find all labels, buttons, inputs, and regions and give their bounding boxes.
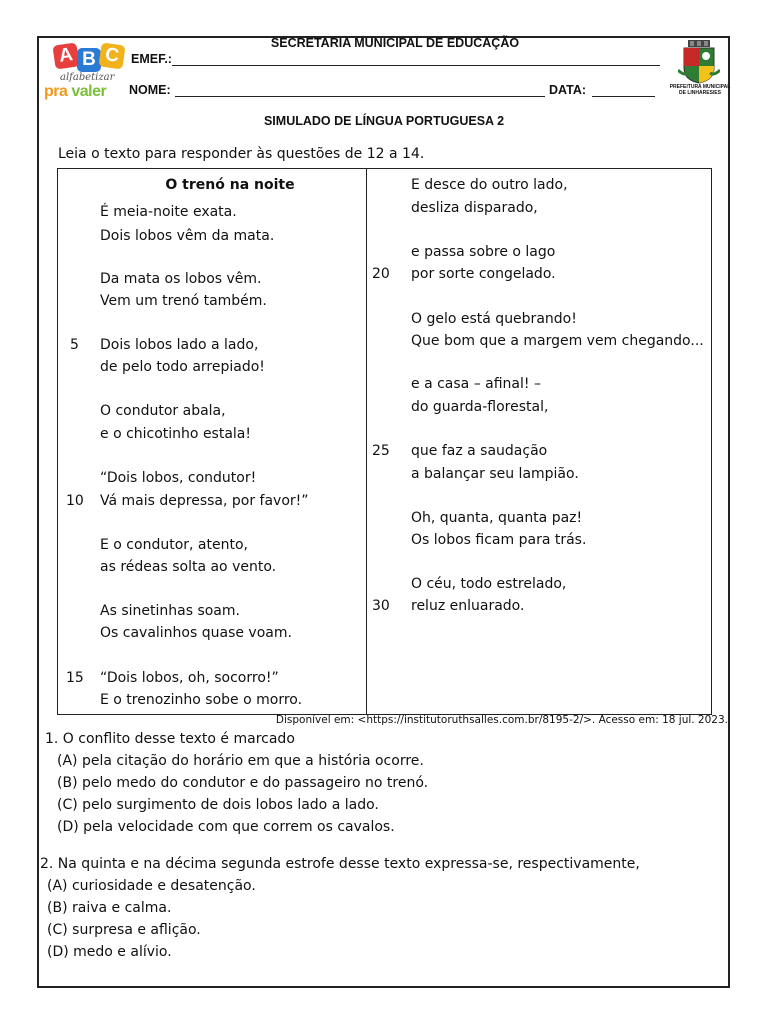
line-number: 15 [66,670,84,686]
logo-brand [44,83,106,101]
poem-line: O gelo está quebrando! [411,311,577,327]
poem-line: É meia-noite exata. [100,204,237,220]
line-number: 20 [372,266,390,282]
question-1-option-b[interactable]: (B) pelo medo do condutor e do passageiro no trenó. [57,775,429,791]
line-number: 25 [372,443,390,459]
poem-title: O trenó na noite [165,177,295,193]
poem-line: desliza disparado, [411,200,538,216]
reading-instruction: Leia o texto para responder às questões de 12 a 14. [58,146,425,162]
nome-label: NOME: [129,83,171,97]
poem-line: Da mata os lobos vêm. [100,271,262,287]
logo-tagline: alfabetizar [60,72,115,83]
logo-letter-c: C [98,42,125,69]
poem-line: E desce do outro lado, [411,177,568,193]
prefeitura-line-2: DE LINHARES/ES [679,90,721,96]
logo-brand-b: valer [71,83,107,100]
logo-brand-a: pra [44,83,72,100]
abc-logo [42,42,126,104]
poem-line: e a casa – afinal! – [411,376,541,392]
question-2-option-b[interactable]: (B) raiva e calma. [47,900,172,916]
question-2-option-d[interactable]: (D) medo e alívio. [47,944,172,960]
poem-line: E o condutor, atento, [100,537,248,553]
poem-line: por sorte congelado. [411,266,556,282]
question-1-option-d[interactable]: (D) pela velocidade com que correm os cavalos. [57,819,395,835]
municipal-crest-icon [678,40,720,84]
prefeitura-line-1: PREFEITURA MUNICIPAL [669,84,731,90]
prefeitura-label [660,84,740,96]
line-number: 30 [372,598,390,614]
poem-line: Vem um trenó também. [100,293,267,309]
poem-line: Os lobos ficam para trás. [411,532,587,548]
data-field-line[interactable] [592,96,655,97]
line-number: 5 [70,337,79,353]
logo-letter-a: A [52,42,79,69]
source-citation: Disponível em: <https://institutoruthsalles.com.br/8195-2/>. Acesso em: 18 jul. 2023. [275,714,728,726]
poem-column-divider [366,168,367,715]
poem-line: O céu, todo estrelado, [411,576,567,592]
poem-line: Vá mais depressa, por favor!” [100,493,309,509]
poem-line: Que bom que a margem vem chegando... [411,333,704,349]
poem-line: Dois lobos lado a lado, [100,337,259,353]
question-2-option-c[interactable]: (C) surpresa e aflição. [47,922,201,938]
poem-line: O condutor abala, [100,403,226,419]
poem-line: de pelo todo arrepiado! [100,359,265,375]
poem-line: Dois lobos vêm da mata. [100,228,275,244]
emef-label: EMEF.: [131,52,172,66]
question-1-option-c[interactable]: (C) pelo surgimento de dois lobos lado a lado. [57,797,379,813]
data-label: DATA: [549,83,587,97]
poem-line: que faz a saudação [411,443,548,459]
exam-title: SIMULADO DE LÍNGUA PORTUGUESA 2 [263,114,505,128]
poem-line: as rédeas solta ao vento. [100,559,277,575]
nome-field-line[interactable] [175,96,545,97]
logo-letter-b: B [77,48,101,72]
line-number: 10 [66,493,84,509]
poem-line: do guarda-florestal, [411,399,549,415]
poem-line: e passa sobre o lago [411,244,556,260]
poem-line: e o chicotinho estala! [100,426,251,442]
poem-line: Os cavalinhos quase voam. [100,625,292,641]
question-2-stem: 2. Na quinta e na décima segunda estrofe desse texto expressa-se, respectivamente, [40,856,640,872]
poem-line: reluz enluarado. [411,598,525,614]
poem-line: “Dois lobos, condutor! [100,470,257,486]
poem-line: “Dois lobos, oh, socorro!” [100,670,279,686]
poem-line: E o trenozinho sobe o morro. [100,692,303,708]
emef-field-line[interactable] [172,65,660,66]
poem-line: Oh, quanta, quanta paz! [411,510,583,526]
poem-line: As sinetinhas soam. [100,603,240,619]
poem-line: a balançar seu lampião. [411,466,579,482]
question-1-stem: 1. O conflito desse texto é marcado [45,731,295,747]
secretaria-title: SECRETARIA MUNICIPAL DE EDUCAÇÃO [270,36,520,50]
question-1-option-a[interactable]: (A) pela citação do horário em que a história ocorre. [57,753,424,769]
question-2-option-a[interactable]: (A) curiosidade e desatenção. [47,878,256,894]
